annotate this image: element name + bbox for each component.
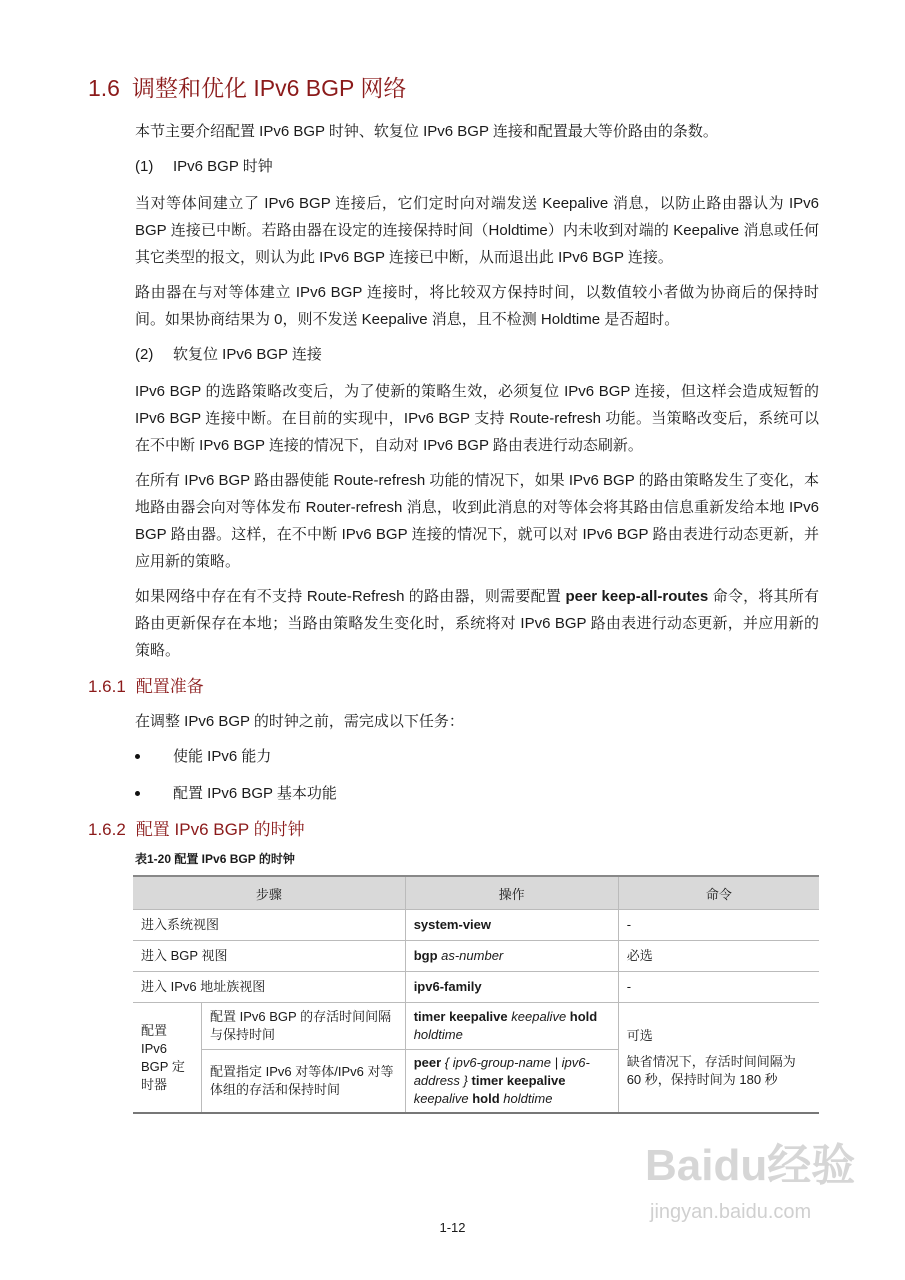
- step-cell: 进入系统视图: [133, 910, 405, 941]
- note-cell: 必选: [618, 941, 819, 972]
- command-cell: system-view: [405, 910, 618, 941]
- note-cell: -: [618, 910, 819, 941]
- table-caption: 表1-20 配置 IPv6 BGP 的时钟: [135, 852, 295, 866]
- subheading-soft-reset: (2) 软复位 IPv6 BGP 连接: [135, 346, 322, 363]
- step-cell: 配置 IPv6 BGP 的存活时间间隔与保持时间: [202, 1003, 406, 1050]
- group-cell: 配置 IPv6 BGP 定时器: [133, 1003, 202, 1114]
- command-cell: peer { ipv6-group-name | ipv6-address } timer keepalive keepalive hold holdtime: [405, 1050, 618, 1114]
- prep-body: [135, 708, 819, 807]
- note-cell: 可选 缺省情况下，存活时间间隔为 60 秒，保持时间为 180 秒: [618, 1003, 819, 1114]
- note-cell: -: [618, 972, 819, 1003]
- paragraph: IPv6 BGP 的选路策略改变后，为了使新的策略生效，必须复位 IPv6 BGP 连接，但这样会造成短暂的 IPv6 BGP 连接中断。在目前的实现中，IPv6 BGP 支持 Route-refresh 功能。当策略改变后，系统可以在不中断 IPv6 BGP 连接的情况下，自动对 IPv6 BGP 路由表进行动态刷新。: [135, 383, 819, 454]
- column-header: 命令: [618, 876, 819, 910]
- paragraph: 路由器在与对等体建立 IPv6 BGP 连接时，将比较双方保持时间，以数值较小者做为协商后的保持时间。如果协商结果为 0，则不发送 Keepalive 消息，且不检测 Holdtime 是否超时。: [135, 284, 819, 328]
- paragraph: 如果网络中存在有不支持 Route-Refresh 的路由器，则需要配置 peer keep-all-routes 命令，将其所有路由更新保存在本地；当路由策略发生变化时，系统将对 IPv6 BGP 路由表进行动态更新，并应用新的策略。: [135, 588, 819, 659]
- bullet-icon: [135, 791, 140, 796]
- page-number: 1-12: [439, 1220, 466, 1235]
- baidu-watermark-logo: Baidu经验: [645, 1141, 856, 1190]
- table-row: [133, 1003, 819, 1050]
- subsection-heading-clock: 1.6.2 配置 IPv6 BGP 的时钟: [88, 820, 305, 839]
- bullet-list: [135, 743, 819, 807]
- step-cell: 进入 IPv6 地址族视图: [133, 972, 405, 1003]
- baidu-watermark-url: jingyan.baidu.com: [650, 1201, 812, 1223]
- bullet-icon: [135, 754, 140, 759]
- command-cell: ipv6-family: [405, 972, 618, 1003]
- table-row: [133, 941, 819, 972]
- subheading-clock: (1) IPv6 BGP 时钟: [135, 158, 273, 175]
- list-item: 配置 IPv6 BGP 基本功能: [135, 780, 819, 807]
- table-row: [133, 972, 819, 1003]
- subsection-heading-prep: 1.6.1 配置准备: [88, 677, 204, 696]
- paragraph: 在调整 IPv6 BGP 的时钟之前，需完成以下任务：: [135, 713, 464, 730]
- config-table: [133, 875, 819, 1114]
- paragraph: 在所有 IPv6 BGP 路由器使能 Route-refresh 功能的情况下，如果 IPv6 BGP 的路由策略发生了变化，本地路由器会向对等体发布 Router-refresh 消息，收到此消息的对等体会将其路由信息重新发给本地 IPv6 BGP 路由器。这样，在不中断 IPv6 BGP 连接的情况下，就可以对 IPv6 BGP 路由表进行动态更新，并应用新的策略。: [135, 472, 819, 570]
- step-cell: 配置指定 IPv6 对等体/IPv6 对等体组的存活和保持时间: [202, 1050, 406, 1114]
- table-header: [133, 876, 819, 910]
- list-item: 使能 IPv6 能力: [135, 743, 819, 770]
- section-body: [135, 118, 819, 664]
- column-header: 操作: [405, 876, 618, 910]
- paragraph: 当对等体间建立了 IPv6 BGP 连接后，它们定时向对端发送 Keepalive 消息，以防止路由器认为 IPv6 BGP 连接已中断。若路由器在设定的连接保持时间（Holdtime）内未收到对端的 Keepalive 消息或任何其它类型的报文，则认为此 IPv6 BGP 连接已中断，从而退出此 IPv6 BGP 连接。: [135, 195, 819, 266]
- command-cell: timer keepalive keepalive hold holdtime: [405, 1003, 618, 1050]
- table-row: [133, 910, 819, 941]
- intro-paragraph: 本节主要介绍配置 IPv6 BGP 时钟、软复位 IPv6 BGP 连接和配置最大等价路由的条数。: [135, 123, 718, 140]
- section-heading: 1.6 调整和优化 IPv6 BGP 网络: [88, 75, 407, 101]
- column-header: 步骤: [133, 876, 405, 910]
- step-cell: 进入 BGP 视图: [133, 941, 405, 972]
- command-cell: bgp as-number: [405, 941, 618, 972]
